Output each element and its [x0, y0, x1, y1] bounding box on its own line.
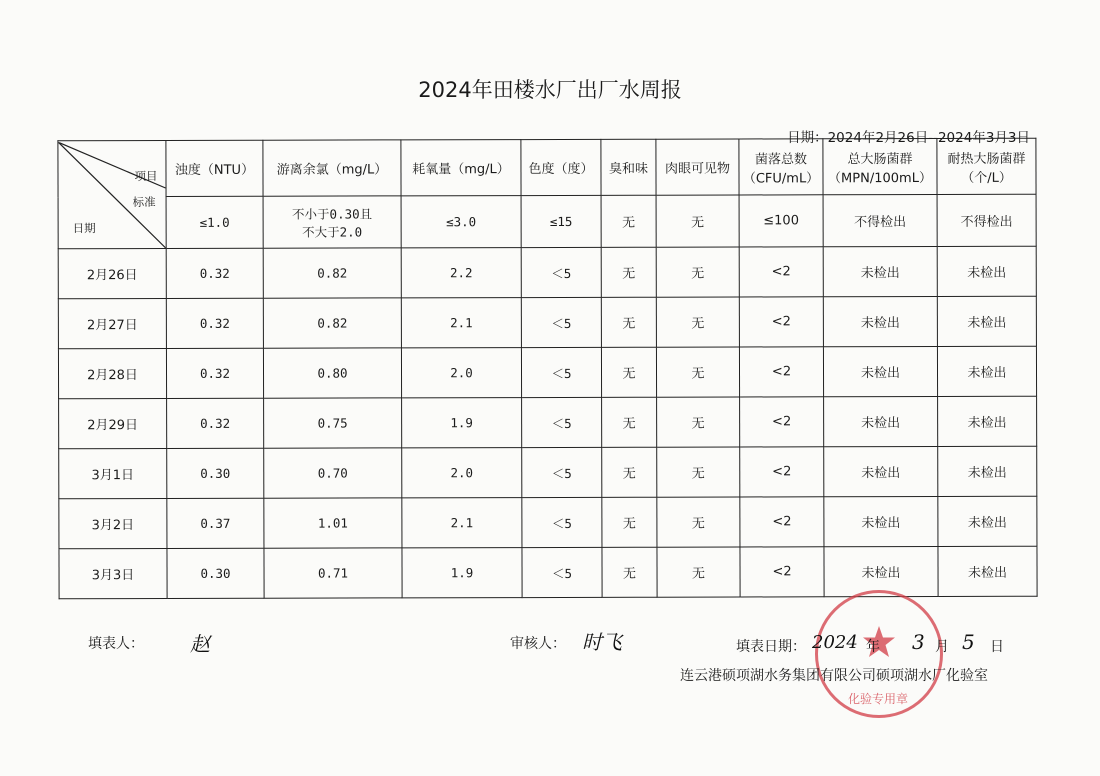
standard-cell: 不得检出	[823, 194, 937, 246]
corner-date-label: 日期	[72, 220, 96, 235]
header-cell: 耗氧量（mg/L）	[401, 140, 521, 196]
fill-date-month-unit: 月	[935, 639, 949, 655]
value-cell: 0.71	[264, 548, 402, 598]
fill-date-day-unit: 日	[990, 639, 1004, 655]
table-row	[59, 396, 1037, 449]
standard-cell: 无	[656, 195, 739, 247]
filler-label: 填表人：	[88, 636, 144, 652]
page-title: 2024年田楼水厂出厂水周报	[418, 78, 682, 102]
fill-date-month: 3	[912, 630, 925, 654]
value-cell: 无	[602, 447, 657, 497]
value-cell: ＜5	[521, 247, 601, 297]
value-cell: 未检出	[824, 546, 938, 596]
standard-cell: 不得检出	[937, 194, 1036, 246]
value-cell: 无	[656, 297, 739, 347]
date-cell: 3月3日	[59, 548, 167, 598]
fill-date-label: 填表日期：	[736, 639, 806, 655]
value-cell: 未检出	[823, 346, 937, 396]
value-cell: 未检出	[824, 446, 938, 496]
value-cell: 0.32	[166, 348, 263, 398]
table-row	[59, 446, 1037, 499]
value-cell: 2.2	[401, 248, 521, 298]
value-cell: <2	[740, 447, 824, 497]
standard-cell: ≤15	[521, 195, 601, 247]
header-row	[58, 138, 1036, 197]
value-cell: ＜5	[521, 297, 601, 347]
table-row	[58, 346, 1036, 399]
date-cell: 2月28日	[58, 348, 166, 398]
water-quality-table	[57, 138, 1037, 600]
reviewer-signature: 时飞	[582, 630, 622, 654]
value-cell: 未检出	[937, 246, 1036, 296]
date-cell: 3月1日	[59, 448, 167, 498]
value-cell: 未检出	[938, 446, 1037, 496]
value-cell: 0.30	[167, 448, 264, 498]
header-cell: 耐热大肠菌群 （个/L）	[937, 138, 1036, 194]
value-cell: ＜5	[522, 497, 602, 547]
value-cell: ＜5	[522, 547, 602, 597]
value-cell: 1.01	[264, 498, 402, 548]
value-cell: 未检出	[937, 346, 1036, 396]
filler-signature: 赵	[190, 632, 210, 656]
value-cell: 未检出	[824, 496, 938, 546]
standard-cell: ≤3.0	[401, 196, 521, 248]
value-cell: 0.80	[263, 348, 401, 398]
value-cell: 0.32	[166, 248, 263, 298]
value-cell: 无	[602, 397, 657, 447]
corner-item-label: 项目	[134, 168, 158, 183]
header-cell: 肉眼可见物	[656, 139, 739, 195]
table-row	[58, 296, 1036, 349]
date-range: 日期：2024年2月26日--2024年3月3日	[787, 130, 1030, 146]
value-cell: 无	[656, 247, 739, 297]
value-cell: 无	[602, 547, 657, 597]
value-cell: 无	[656, 347, 739, 397]
date-cell: 2月29日	[59, 398, 167, 448]
value-cell: 2.0	[402, 448, 522, 498]
value-cell: 1.9	[402, 548, 522, 598]
value-cell: 未检出	[937, 296, 1036, 346]
value-cell: 2.1	[401, 298, 521, 348]
table-row	[59, 496, 1037, 549]
value-cell: 未检出	[938, 496, 1037, 546]
value-cell: 未检出	[823, 246, 937, 296]
date-cell: 2月27日	[58, 298, 166, 348]
value-cell: 无	[657, 397, 740, 447]
value-cell: 无	[601, 297, 656, 347]
value-cell: 0.82	[263, 248, 401, 298]
header-cell: 浊度（NTU）	[166, 140, 263, 196]
value-cell: <2	[739, 247, 823, 297]
fill-date-day: 5	[962, 630, 975, 654]
value-cell: ＜5	[522, 397, 602, 447]
fill-date-year-unit: 年	[866, 639, 880, 655]
standard-cell: ≤100	[739, 195, 823, 247]
reviewer-label: 审核人：	[510, 636, 566, 652]
date-cell: 2月26日	[58, 248, 166, 298]
corner-cell	[58, 140, 166, 248]
value-cell: <2	[739, 347, 823, 397]
header-cell: 总大肠菌群 （MPN/100mL）	[823, 138, 937, 194]
value-cell: 2.0	[401, 348, 521, 398]
value-cell: 未检出	[824, 396, 938, 446]
table-row	[58, 246, 1036, 299]
value-cell: <2	[740, 497, 824, 547]
header-cell: 臭和味	[601, 139, 656, 195]
value-cell: 无	[601, 347, 656, 397]
value-cell: 0.75	[264, 398, 402, 448]
value-cell: 无	[602, 497, 657, 547]
corner-standard-label: 标准	[132, 194, 156, 209]
header-cell: 游离余氯（mg/L）	[263, 140, 401, 196]
date-cell: 3月2日	[59, 498, 167, 548]
value-cell: 0.30	[167, 548, 264, 598]
value-cell: <2	[740, 547, 824, 597]
value-cell: 0.32	[167, 398, 264, 448]
header-cell: 菌落总数 （CFU/mL）	[739, 139, 823, 195]
header-cell: 色度（度）	[521, 139, 601, 195]
value-cell: 0.82	[263, 298, 401, 348]
seal-label: 化验专用章	[848, 692, 909, 706]
value-cell: ＜5	[521, 347, 601, 397]
standard-cell: ≤1.0	[166, 196, 263, 248]
value-cell: 无	[657, 547, 740, 597]
standard-row	[58, 194, 1036, 249]
value-cell: 无	[601, 247, 656, 297]
value-cell: 2.1	[402, 498, 522, 548]
value-cell: <2	[740, 397, 824, 447]
standard-cell: 不小于0.30且 不大于2.0	[263, 196, 401, 248]
standard-cell: 无	[601, 195, 656, 247]
value-cell: <2	[739, 297, 823, 347]
value-cell: 0.70	[264, 448, 402, 498]
value-cell: 1.9	[402, 398, 522, 448]
value-cell: 0.37	[167, 498, 264, 548]
value-cell: 无	[657, 497, 740, 547]
organization-name: 连云港硕项湖水务集团有限公司硕项湖水厂化验室	[680, 668, 988, 684]
value-cell: 未检出	[823, 296, 937, 346]
value-cell: 未检出	[938, 396, 1037, 446]
value-cell: 无	[657, 447, 740, 497]
fill-date-year: 2024	[812, 632, 858, 653]
value-cell: 未检出	[938, 546, 1037, 596]
value-cell: 0.32	[166, 298, 263, 348]
value-cell: ＜5	[522, 447, 602, 497]
